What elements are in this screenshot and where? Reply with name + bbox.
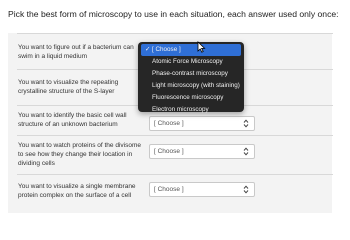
menu-option-afm[interactable]: Atomic Force Microscopy bbox=[152, 58, 223, 65]
answer-select-4[interactable] bbox=[149, 144, 255, 159]
row-divider bbox=[17, 135, 333, 136]
prompt-5: You want to visualize a single membrane protein complex on the surface of a cell bbox=[18, 183, 136, 199]
select-arrows-icon bbox=[243, 119, 249, 128]
prompt-1: You want to figure out if a bacterium can swim in a liquid medium bbox=[18, 44, 134, 60]
answer-dropdown-menu[interactable] bbox=[138, 42, 244, 112]
menu-option-phase-contrast[interactable]: Phase-contrast microscopy bbox=[152, 70, 228, 77]
menu-option-choose[interactable] bbox=[141, 44, 241, 56]
menu-option-light[interactable]: Light microscopy (with staining) bbox=[152, 82, 240, 89]
menu-option-label: [ Choose ] bbox=[152, 46, 181, 53]
answer-select-5[interactable] bbox=[149, 182, 255, 197]
select-value: [ Choose ] bbox=[154, 148, 184, 155]
select-value: [ Choose ] bbox=[154, 120, 184, 127]
mouse-pointer-icon bbox=[197, 40, 206, 52]
row-divider bbox=[17, 33, 333, 34]
row-divider bbox=[17, 174, 333, 175]
prompt-2: You want to visualize the repeating crystalline structure of the S-layer bbox=[18, 79, 119, 95]
question-title: Pick the best form of microscopy to use in each situation, each answer used only once: bbox=[8, 9, 339, 19]
select-arrows-icon bbox=[243, 147, 249, 156]
menu-option-electron[interactable]: Electron microscopy bbox=[152, 106, 209, 113]
select-arrows-icon bbox=[243, 185, 249, 194]
menu-option-fluorescence[interactable]: Fluorescence microscopy bbox=[152, 94, 224, 101]
prompt-3: You want to identify the basic cell wall structure of an unknown bacterium bbox=[18, 112, 127, 128]
select-value: [ Choose ] bbox=[154, 186, 184, 193]
checkmark-icon: ✓ bbox=[145, 46, 151, 53]
prompt-4: You want to watch proteins of the divisome to see how they change their location in dividing cells bbox=[18, 142, 141, 167]
answer-select-3[interactable] bbox=[149, 116, 255, 131]
